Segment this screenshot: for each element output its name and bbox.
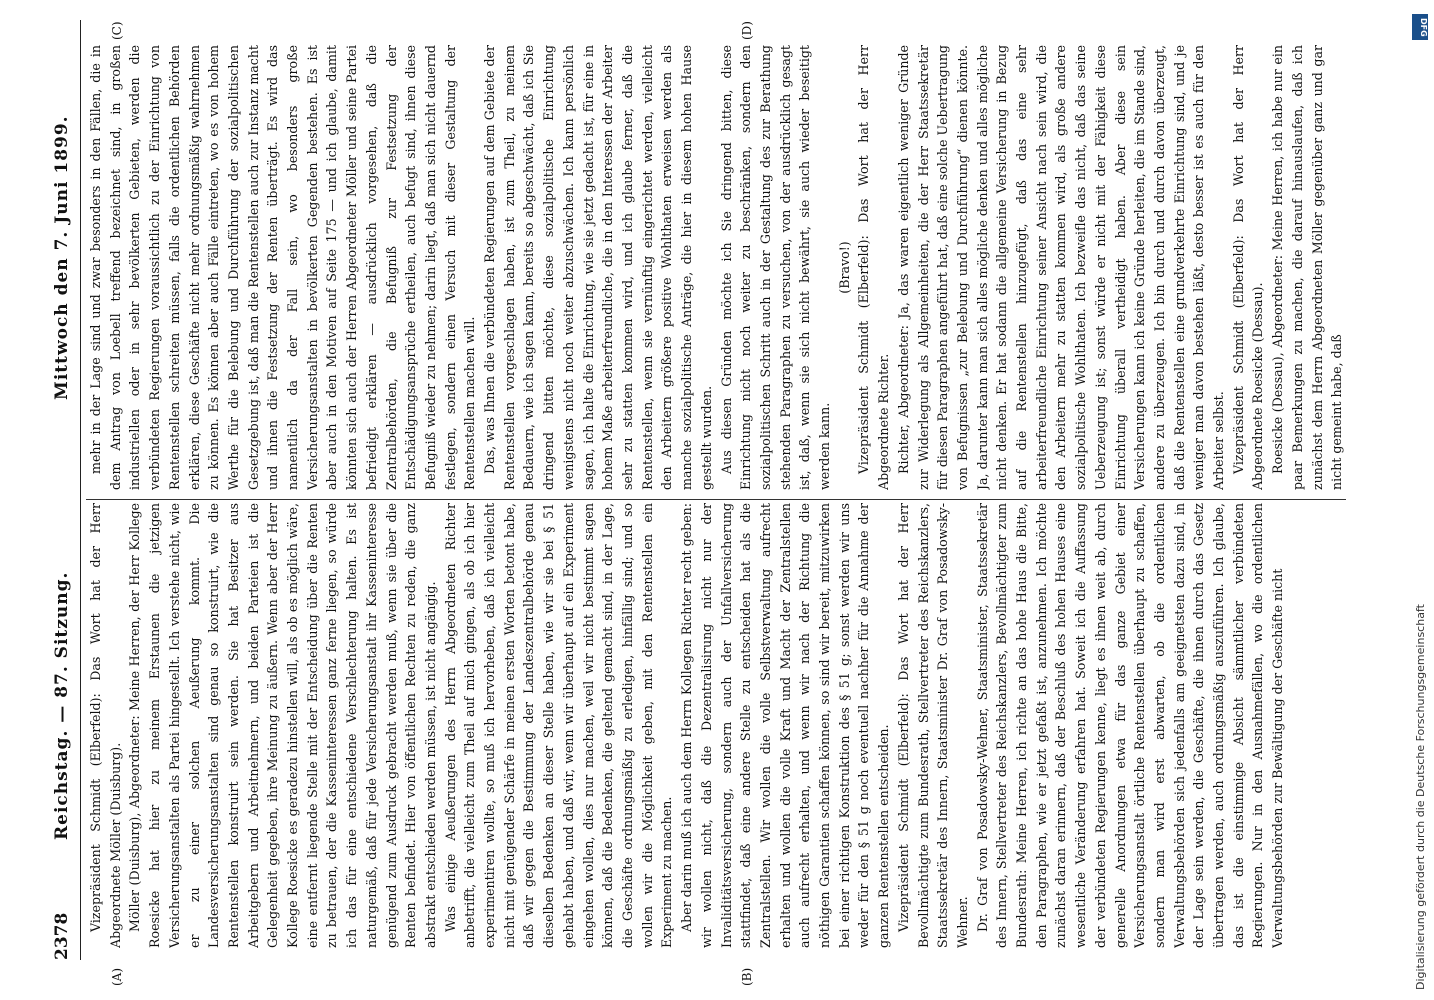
margin-marker-a: (A)	[110, 967, 124, 986]
margin-marker-c: (C)	[110, 21, 124, 40]
paragraph: Dr. Graf von Posadowsky-Wehner, Staatsminister, Staatssekretär des Innern, Stellvertreter des Reichskanzlers, Bevollmächtigter zum Bundesrath: Meine Herren, ich richte an das hohe Haus die Bitte, den Paragraphen, wie er jetzt gefaßt ist, anzunehmen. Ich möchte zunächst daran erinnern, daß der Beschluß des hohen Hauses eine wesentliche Veränderung erfahren hat. Soweit ich die Auffassung der verbündeten Regierungen kenne, liegt es ihnen weit ab, durch generelle Anordnungen etwa für das ganze Gebiet einer Versicherungsanstalt örtliche Rentenstellen überhaupt zu schaffen, sondern man wird erst abwarten, ob die ordentlichen Verwaltungsbehörden sich jedenfalls am geeignetsten dazu sind, in der Lage sein werden, die Geschäfte, die ihnen durch das Gesetz übertragen werden, auch ordnungsmäßig auszuführen. Ich glaube, das ist die einstimmige Absicht sämmtlicher verbündeten Regierungen. Nur in den Ausnahmefällen, wo die ordentlichen Verwaltungsbehörden zur Bewältigung der Geschäfte nicht	[974, 503, 1286, 948]
date-title: Mittwoch den 7. Juni 1899.	[52, 115, 72, 400]
paragraph: Das, was Ihnen die verbündeten Regierungen auf dem Gebiete der Rentenstellen vorgeschlagen haben, ist zum Theil, zu meinem Bedauern, wie ich sagen kann, bereits so abgeschwächt, daß ich Sie dringend bitten möchte, diese sozialpolitische Einrichtung wenigstens nicht noch weiter abzuschwächen. Ich kann persönlich sagen, ich halte die Einrichtung, wie sie jetzt gedacht ist, für eine in hohem Maße arbeiterfreundliche, die in den Interessen der Arbeiter sehr zu statten kommen wird, und ich glaube ferner, daß die Rentenstellen, wenn sie vernünftig eingerichtet werden, vielleicht den Arbeitern größere positive Wohlthaten erweisen werden als manche sozialpolitische Anträge, die hier in diesem hohen Hause gestellt wurden.	[482, 45, 714, 490]
paragraph: Aber darin muß ich auch dem Herrn Kollegen Richter recht geben: wir wollen nicht, daß die Dezentralisirung nicht nur der Invaliditätsversicherung, sondern auch der Unfallversicherung stattfindet, daß eine andere Stelle zu entscheiden hat als die Zentralstellen. Wir wollen die volle Selbstverwaltung aufrecht erhalten und wollen die volle Kraft und Macht der Zentralstellen auch aufrecht erhalten, und wenn wir nach der Richtung die nöthigen Garantien schaffen können, so sind wir bereit, mitzuwirken bei einer richtigen Konstruktion des § 51 g; sonst werden wir uns weder für den § 51 g noch eventuell nachher für die Annahme der ganzen Rentenstellen entscheiden.	[679, 503, 892, 948]
right-text-column	[86, 45, 1346, 490]
paragraph: Richter, Abgeordneter: Ja, das waren eigentlich weniger Gründe zur Widerlegung als Allgemeinheiten, die der Herr Staatssekretär für diesen Paragraphen angeführt hat, daß eine solche Uebertragung von Befugnissen „zur Belebung und Durchführung“ dienen könnte. Ja, darunter kann man sich alles mögliche denken und alles mögliche nicht denken. Er hat sodann die allgemeine Versicherung in Bezug auf die Rentenstellen hinzugefügt, daß das eine sehr arbeiterfreundliche Einrichtung seiner Ansicht nach sein wird, die den Arbeitern mehr zu statten kommen wird, als große andere sozialpolitische Wohlthaten. Ich bezweifle das nicht, daß das seine Ueberzeugung ist; sonst würde er nicht mit der Fähigkeit diese Einrichtung überall vertheidigt haben. Aber diese sein Versicherungen kann ich keine Gründe herleiten, die im Stande sind, andere zu überzeugen. Ich bin durch und durch davon überzeugt, daß die Rentenstellen eine grundverkehrte Einrichtung sind, und je weniger man davon bestehen läßt, desto besser ist es auch für den Arbeiter selbst.	[895, 45, 1227, 490]
left-text-column	[86, 503, 1346, 948]
paragraph: Vizepräsident Schmidt (Elberfeld): Das Wort hat der Herr Abgeordnete Roesicke (Dessau).	[1230, 45, 1266, 490]
dfg-logo: DFG	[1412, 14, 1428, 40]
paragraph: Vizepräsident Schmidt (Elberfeld): Das Wort hat der Herr Abgeordnete Möller (Duisburg).	[88, 503, 123, 948]
paragraph: Vizepräsident Schmidt (Elberfeld): Das Wort hat der Herr Bevollmächtigte zum Bundesrath, Stellvertreter des Reichskanzlers, Staatssekretär des Innern, Staatsminister Dr. Graf von Posadowsky-Wehner.	[895, 503, 970, 948]
session-title: Reichstag. — 87. Sitzung.	[52, 571, 72, 840]
header-rule	[80, 20, 81, 960]
paragraph: Was einige Aeußerungen des Herrn Abgeordneten Richter anbetrifft, die vielleicht zum Theil auf mich gingen, als ob ich hier experimentiren wollte, so muß ich hervorheben, daß ich vielleicht nicht mit genügender Schärfe in meinen ersten Worten betont habe, daß wir gegen die Bestimmung der Landeszentralbehörde genau dieselben Bedenken an dieser Stelle haben, wie wir sie bei § 51 gehabt haben, und daß wir, wenn wir überhaupt auf ein Experiment eingehen wollen, dies nur machen, weil wir nicht bestimmt sagen können, daß die Bedenken, die geltend gemacht sind, in der Lage, die Geschäfte ordnungsmäßig zu erledigen, hinfällig sind; und so wollen wir die Möglichkeit geben, mit den Rentenstellen ein Experiment zu machen.	[442, 503, 675, 948]
paragraph: Aus diesen Gründen möchte ich Sie dringend bitten, diese Einrichtung nicht noch weiter zu beschränken, sondern den sozialpolitischen Schritt auch in der Gestaltung des zur Berathung stehenden Paragraphen zu versuchen, von der ausdrücklich gesagt ist, daß, wenn sie sich nicht bewährt, sie auch wieder beseitigt werden kann.	[718, 45, 833, 490]
credit-text: Digitalisierung gefördert durch die Deutsche Forschungsgemeinschaft	[1414, 604, 1427, 990]
paragraph: Möller (Duisburg), Abgeordneter: Meine Herren, der Herr Kollege Roesicke hat hier zu meinem Erstaunen die jetzigen Versicherungsanstalten als Partei hingestellt. Ich verstehe nicht, wie er zu einer solchen Aeußerung kommt. Die Landesversicherungsanstalten sind genau so konstruirt, wie die Rentenstellen konstruirt sein werden. Sie hat Besitzer aus Arbeitgebern und Arbeitnehmern, und beiden Parteien ist die Gelegenheit gegeben, ihre Meinung zu äußern. Wenn aber der Herr Kollege Roesicke es geradezu hinstellen will, als ob es möglich wäre, eine entfernt liegende Stelle mit der Entscheidung über die Renten zu betrauen, der die Kasseninteressen ganz ferne liegen, so würde ich das für eine entschiedene Verschlechterung halten. Es ist naturgemäß, daß für jede Versicherungsanstalt ihr Kasseninteresse genügend zum Ausdruck gebracht werden muß, wenn sie über die Renten befindet. Hier von öffentlichen Rechten zu reden, die ganz abstrakt entschieden werden müssen, ist nicht angängig.	[127, 503, 438, 948]
column-divider	[86, 499, 1346, 500]
margin-marker-d: (D)	[740, 21, 754, 40]
paragraph: Vizepräsident Schmidt (Elberfeld): Das Wort hat der Herr Abgeordnete Richter.	[856, 45, 892, 490]
applause-note: (Bravo!)	[836, 241, 852, 294]
margin-marker-b: (B)	[740, 967, 754, 986]
page-header	[52, 20, 78, 960]
paragraph: Roesicke (Dessau), Abgeordneter: Meine Herren, ich habe nur ein paar Bemerkungen zu machen, die darauf hinauslaufen, daß ich zunächst dem Herrn Abgeordneten Möller gegenüber ganz und gar nicht gemeint habe, daß	[1270, 45, 1345, 490]
page-number: 2378	[52, 912, 72, 960]
digitization-credit	[1410, 10, 1432, 990]
paragraph: mehr in der Lage sind und zwar besonders in den Fällen, die in dem Antrag von Loebell treffend bezeichnet sind, in großen industriellen oder in sehr bevölkerten Gebieten, werden die verbündeten Regierungen voraussichtlich zu der Einrichtung von Rentenstellen schreiten müssen, falls die ordentlichen Behörden erklären, diese Geschäfte nicht mehr ordnungsmäßig wahrnehmen zu können. Es können aber auch Fälle eintreten, wo es von hohem Werthe für die Belebung und Durchführung der sozialpolitischen Gesetzgebung ist, daß man die Rentenstellen auch zur Instanz macht und ihnen die Festsetzung der Renten überträgt. Es wird das namentlich da der Fall sein, wo besonders große Versicherungsanstalten in bevölkerten Gegenden bestehen. Es ist aber auch in den Motiven auf Seite 175 — und ich glaube, damit könnten sich auch der Herren Abgeordneter Möller und seine Partei befriedigt erklären — ausdrücklich vorgesehen, daß die Zentralbehörden, die Befugniß zur Festsetzung der Entschädigungsansprüche ertheilen, auch befugt sind, ihnen diese Befugniß wieder zu nehmen; darin liegt, daß man sich nicht dauernd festlegen, sondern einen Versuch mit dieser Gestaltung der Rentenstellen machen will.	[88, 45, 478, 490]
